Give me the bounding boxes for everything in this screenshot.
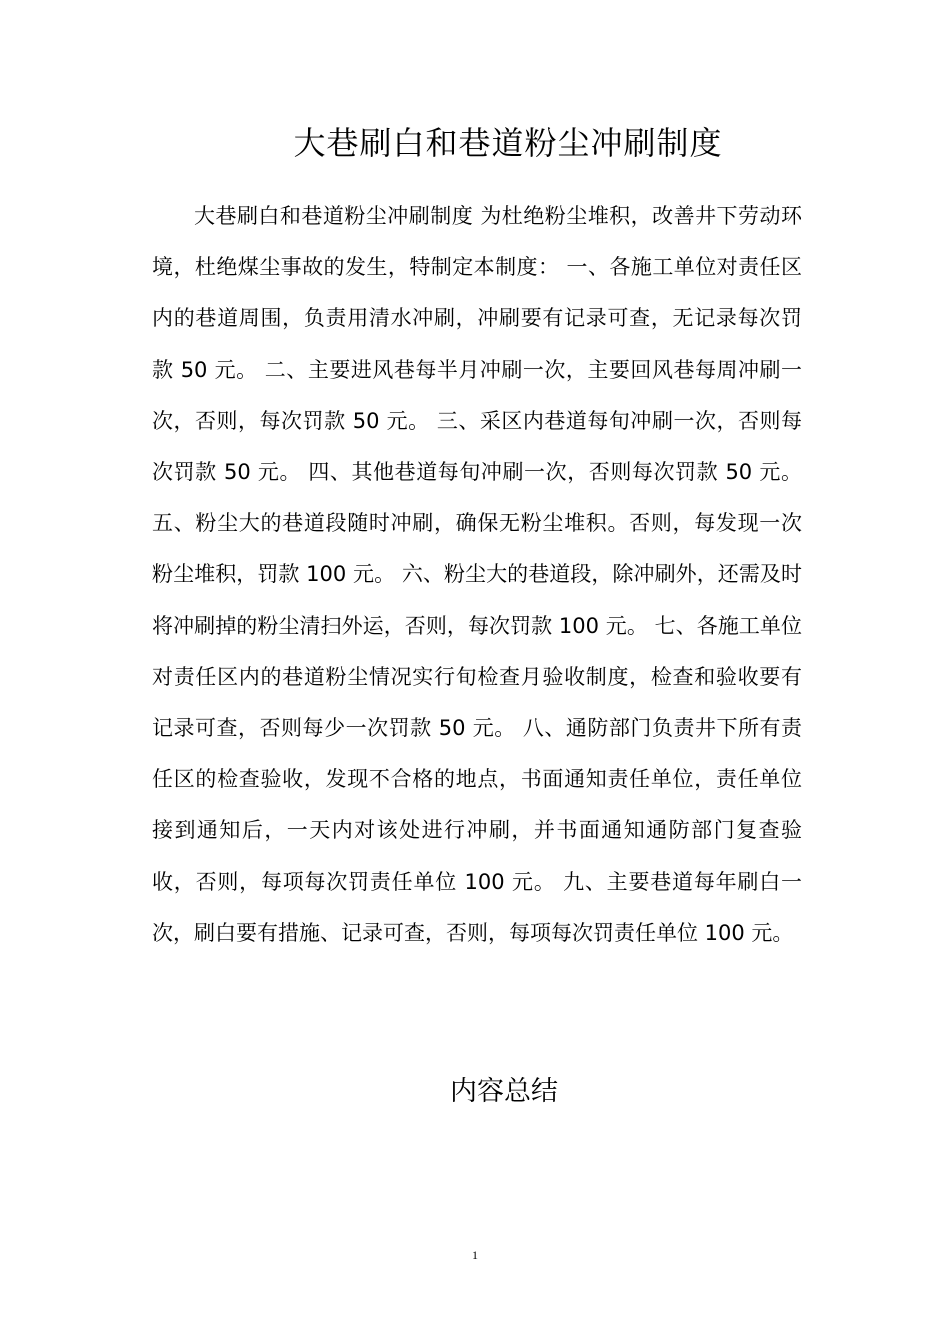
document-title: 大巷刷白和巷道粉尘冲刷制度 [293,124,723,162]
document-body: 大巷刷白和巷道粉尘冲刷制度 为杜绝粉尘堆积，改善井下劳动环境，杜绝煤尘事故的发生，特制定本制度： 一、各施工单位对责任区内的巷道周围，负责用清水冲刷，冲刷要有记录可查，无记录每次罚款 50 元。 二、主要进风巷每半月冲刷一次，主要回风巷每周冲刷一次，否则，每次罚款 50 元。 三、采区内巷道每旬冲刷一次，否则每次罚款 50 元。 四、其他巷道每旬冲刷一次，否则每次罚款 50 元。 五、粉尘大的巷道段随时冲刷，确保无粉尘堆积。否则，每发现一次粉尘堆积，罚款 100 元。 六、粉尘大的巷道段，除冲刷外，还需及时将冲刷掉的粉尘清扫外运，否则，每次罚款 100 元。 七、各施工单位对责任区内的巷道粉尘情况实行旬检查月验收制度，检查和验收要有记录可查，否则每少一次罚款 50 元。 八、通防部门负责井下所有责任区的检查验收，发现不合格的地点，书面通知责任单位，责任单位接到通知后，一天内对该处进行冲刷，并书面通知通防部门复查验收，否则，每项每次罚责任单位 100 元。 九、主要巷道每年刷白一次，刷白要有措施、记录可查，否则，每项每次罚责任单位 100 元。 [152,204,802,945]
page-number: 1 [472,1248,478,1262]
summary-heading: 内容总结 [450,1076,558,1107]
